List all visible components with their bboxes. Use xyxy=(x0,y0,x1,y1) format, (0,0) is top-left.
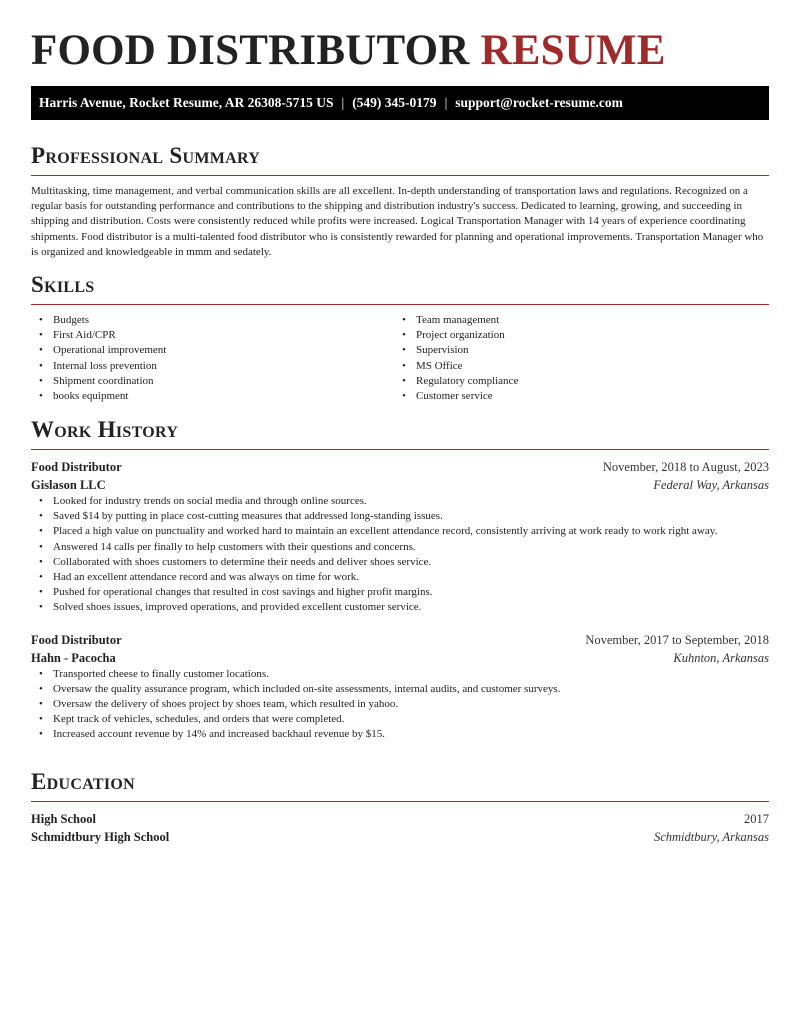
education-school: Schmidtbury High School xyxy=(31,830,170,844)
education-degree-row xyxy=(31,810,769,828)
skills-columns xyxy=(31,313,769,404)
bullet-dot: • xyxy=(402,344,406,357)
bullet-dot: • xyxy=(39,698,43,711)
bullet-dot: • xyxy=(39,314,43,326)
summary-heading: Professional Summary xyxy=(31,143,261,168)
title-main: FOOD DISTRIBUTOR xyxy=(31,27,470,74)
job-location: Kuhnton, Arkansas xyxy=(673,650,769,665)
bullet-dot: • xyxy=(39,601,43,614)
job-duties-list xyxy=(31,494,769,616)
bullet-dot: • xyxy=(39,525,43,538)
job-duty: • Pushed for operational changes that resulted in cost savings and higher profit margins. xyxy=(31,585,769,600)
contact-separator: | xyxy=(444,95,448,110)
job-company-row xyxy=(31,476,769,494)
section-divider xyxy=(31,175,769,176)
bullet-dot: • xyxy=(39,329,43,342)
skills-section xyxy=(31,271,769,404)
bullet-dot: • xyxy=(39,540,43,553)
job-duty: • Transported cheese to finally customer locations. xyxy=(31,667,769,682)
education-location: Schmidtbury, Arkansas xyxy=(653,830,769,844)
title-accent: RESUME xyxy=(480,27,666,74)
job-entry xyxy=(31,458,769,616)
job-duty: • Saved $14 by putting in place cost-cutting measures that addressed long-standing issues. xyxy=(31,509,769,524)
job-duty: • Answered 14 calls per finally to help customers with their questions and concerns. xyxy=(31,540,769,555)
summary-section xyxy=(31,142,769,260)
bullet-dot: • xyxy=(402,390,406,403)
skills-list-right xyxy=(394,313,757,404)
job-duty: • Oversaw the delivery of shoes project by shoes team, which resulted in yahoo. xyxy=(31,697,769,712)
work-history-section xyxy=(31,416,769,743)
job-header-row xyxy=(31,458,769,476)
job-header-row xyxy=(31,631,769,649)
skills-heading: Skills xyxy=(31,272,95,297)
bullet-dot: • xyxy=(39,667,43,680)
skill-item: • Team management xyxy=(394,313,757,328)
bullet-dot: • xyxy=(39,510,43,523)
job-title: Food Distributor xyxy=(31,460,122,474)
bullet-dot: • xyxy=(39,682,43,695)
contact-separator: | xyxy=(341,95,345,110)
education-school-row xyxy=(31,828,769,846)
job-title: Food Distributor xyxy=(31,632,122,647)
contact-address: Harris Avenue, Rocket Resume, AR 26308-5715 US xyxy=(39,95,334,110)
bullet-dot: • xyxy=(39,390,43,403)
contact-email: support@rocket-resume.com xyxy=(455,95,623,110)
job-duty: • Collaborated with shoes customers to determine their needs and deliver shoes service. xyxy=(31,555,769,570)
skill-item: • Operational improvement xyxy=(31,343,394,358)
section-divider xyxy=(31,801,769,802)
bullet-dot: • xyxy=(39,555,43,568)
job-location: Federal Way, Arkansas xyxy=(653,478,769,492)
job-dates: November, 2018 to August, 2023 xyxy=(602,460,769,474)
job-entry xyxy=(31,631,769,743)
education-year: 2017 xyxy=(744,812,769,826)
education-degree: High School xyxy=(31,812,96,826)
skill-item: • Shipment coordination xyxy=(31,374,394,389)
bullet-dot: • xyxy=(39,571,43,584)
skill-item: • Customer service xyxy=(394,389,757,404)
education-section xyxy=(31,768,769,846)
job-company: Hahn - Pacocha xyxy=(31,650,116,665)
job-duties-list xyxy=(31,667,769,743)
job-company: Gislason LLC xyxy=(31,478,106,492)
job-duty: • Kept track of vehicles, schedules, and orders that were completed. xyxy=(31,712,769,727)
bullet-dot: • xyxy=(402,359,406,372)
resume-title xyxy=(31,26,769,76)
contact-bar xyxy=(31,86,769,120)
bullet-dot: • xyxy=(39,586,43,599)
bullet-dot: • xyxy=(39,359,43,372)
bullet-dot: • xyxy=(402,374,406,387)
skill-item: • books equipment xyxy=(31,389,394,404)
education-heading: Education xyxy=(31,769,135,794)
bullet-dot: • xyxy=(402,314,406,326)
education-entry xyxy=(31,810,769,846)
job-duty: • Increased account revenue by 14% and increased backhaul revenue by $15. xyxy=(31,727,769,742)
skill-item: • Supervision xyxy=(394,343,757,358)
skill-item: • MS Office xyxy=(394,359,757,374)
job-duty: • Placed a high value on punctuality and worked hard to maintain an excellent attendance record, consistently arriving at work ready to work right away. xyxy=(31,524,769,539)
skill-item: • Internal loss prevention xyxy=(31,359,394,374)
skill-item: • Project organization xyxy=(394,328,757,343)
job-duty: • Solved shoes issues, improved operations, and provided excellent customer service. xyxy=(31,600,769,615)
bullet-dot: • xyxy=(402,329,406,342)
section-divider xyxy=(31,449,769,450)
work-heading: Work History xyxy=(31,417,179,442)
job-duty: • Looked for industry trends on social media and through online sources. xyxy=(31,494,769,509)
skill-item: • Budgets xyxy=(31,313,394,328)
section-divider xyxy=(31,304,769,305)
bullet-dot: • xyxy=(39,495,43,507)
job-company-row xyxy=(31,649,769,667)
job-duty: • Had an excellent attendance record and was always on time for work. xyxy=(31,570,769,585)
bullet-dot: • xyxy=(39,374,43,387)
bullet-dot: • xyxy=(39,344,43,357)
bullet-dot: • xyxy=(39,728,43,741)
contact-phone: (549) 345-0179 xyxy=(352,95,437,110)
skills-list-left xyxy=(31,313,394,404)
summary-text: Multitasking, time management, and verbal communication skills are all excellent. In-depth understanding of transportation laws and regulations. Recognized on a regular basis for outstanding performance and contributions to the shipping and distribution industry's success. Dedicated to learning, growing, and succeeding in shipping and distribution. Costs were consistently reduced while profits were increased. Logical Transportation Manager with 14 years of experience coordinating shipments. Food distributor is a multi-talented food distributor who is consistently rewarded for planning and operational improvements. Transportation Manager who is organized and knowledgeable in mmm and sedately. xyxy=(31,185,764,258)
skill-item: • First Aid/CPR xyxy=(31,328,394,343)
bullet-dot: • xyxy=(39,713,43,726)
job-duty: • Oversaw the quality assurance program, which included on-site assessments, internal audits, and customer surveys. xyxy=(31,682,769,697)
skill-item: • Regulatory compliance xyxy=(394,374,757,389)
job-dates: November, 2017 to September, 2018 xyxy=(585,632,769,647)
